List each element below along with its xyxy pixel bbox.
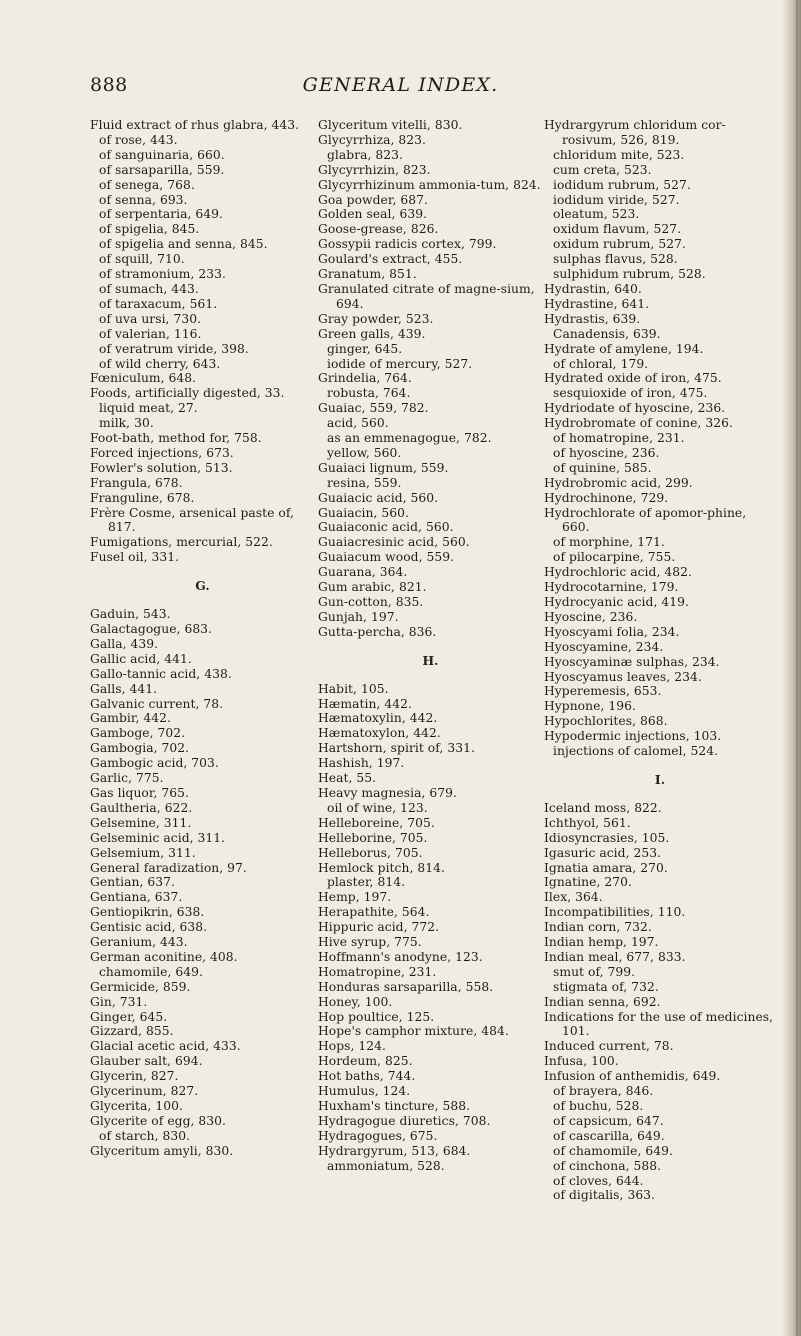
index-subentry: of quinine, 585. <box>553 460 652 475</box>
index-entry: Herapathite, 564. <box>318 905 430 920</box>
index-subentry: cum creta, 523. <box>553 162 652 177</box>
index-entry: Gray powder, 523. <box>318 311 434 326</box>
index-subentry: of valerian, 116. <box>99 326 202 341</box>
index-subentry: of chamomile, 649. <box>553 1143 673 1158</box>
index-entry: Indications for the use of medicines, 101. <box>544 1009 774 1039</box>
index-entry: Hydrocotarnine, 179. <box>544 580 679 595</box>
index-entry: Glyceritum amyli, 830. <box>90 1143 234 1158</box>
index-subentry: oxidum rubrum, 527. <box>553 237 686 252</box>
index-entry: Hydrochinone, 729. <box>544 490 669 505</box>
page-number: 888 <box>90 74 128 96</box>
index-entry: Hoffmann's anodyne, 123. <box>318 949 483 964</box>
index-entry: Glycerinum, 827. <box>90 1084 199 1099</box>
index-entry: Gaduin, 543. <box>90 607 171 622</box>
index-entry: Galvanic current, 78. <box>90 696 224 711</box>
index-subentry: of cascarilla, 649. <box>553 1128 665 1143</box>
index-subentry: oleatum, 523. <box>553 207 640 222</box>
index-entry: Goulard's extract, 455. <box>318 252 463 267</box>
index-entry: Humulus, 124. <box>318 1084 411 1099</box>
index-subentry: chloridum mite, 523. <box>553 147 685 162</box>
index-entry: Indian senna, 692. <box>544 994 661 1009</box>
index-entry: Helleboreine, 705. <box>318 815 435 830</box>
index-entry: Hypnone, 196. <box>544 699 636 714</box>
index-entry: Gelseminic acid, 311. <box>90 830 226 845</box>
index-entry: Ichthyol, 561. <box>544 815 631 830</box>
index-subentry: liquid meat, 27. <box>99 401 198 416</box>
index-entry: Hive syrup, 775. <box>318 935 422 950</box>
index-entry: Hot baths, 744. <box>318 1069 416 1084</box>
index-entry: Hashish, 197. <box>318 756 405 771</box>
index-entry: Guaiaconic acid, 560. <box>318 520 454 535</box>
index-entry: Gambogia, 702. <box>90 741 190 756</box>
index-subentry: of senna, 693. <box>99 192 188 207</box>
index-entry: Guaiac, 559, 782. <box>318 401 429 416</box>
index-entry: Germicide, 859. <box>90 979 191 994</box>
index-entry: Induced current, 78. <box>544 1039 674 1054</box>
index-column-2 <box>318 118 543 1174</box>
index-entry: Gambogic acid, 703. <box>90 756 219 771</box>
index-entry: Hartshorn, spirit of, 331. <box>318 741 475 756</box>
index-entry: Hydrargyrum, 513, 684. <box>318 1143 471 1158</box>
index-entry: Geranium, 443. <box>90 935 188 950</box>
index-entry: Infusion of anthemidis, 649. <box>544 1069 721 1084</box>
index-entry: Ginger, 645. <box>90 1009 168 1024</box>
index-entry: Hydrobromic acid, 299. <box>544 475 693 490</box>
index-entry: Gentisic acid, 638. <box>90 920 208 935</box>
index-entry: Glycyrrhizinum ammonia-tum, 824. <box>318 177 541 192</box>
index-entry: Gentian, 637. <box>90 875 175 890</box>
index-subentry: oxidum flavum, 527. <box>553 222 682 237</box>
index-entry: Hordeum, 825. <box>318 1054 413 1069</box>
index-entry: Idiosyncrasies, 105. <box>544 830 670 845</box>
index-subentry: of morphine, 171. <box>553 535 665 550</box>
index-entry: Hydriodate of hyoscine, 236. <box>544 401 726 416</box>
index-subentry: iodidum viride, 527. <box>553 192 680 207</box>
index-subentry: oil of wine, 123. <box>327 800 428 815</box>
index-entry: Fusel oil, 331. <box>90 550 180 565</box>
index-entry: Honey, 100. <box>318 994 393 1009</box>
index-entry: Huxham's tincture, 588. <box>318 1099 471 1113</box>
index-entry: Hydrate of amylene, 194. <box>544 341 704 356</box>
index-subentry: glabra, 823. <box>327 147 404 162</box>
index-entry: Granatum, 851. <box>318 267 417 282</box>
index-entry: Hyoscine, 236. <box>544 609 638 624</box>
index-entry: Hyoscyaminæ sulphas, 234. <box>544 654 720 669</box>
index-entry: Foods, artificially digested, 33. <box>90 386 285 401</box>
index-entry: Hydrochlorate of apomor-phine, 660. <box>544 505 747 535</box>
index-subentry: of stramonium, 233. <box>99 267 226 282</box>
index-subentry: smut of, 799. <box>553 964 636 979</box>
index-entry: Glyceritum vitelli, 830. <box>318 118 463 132</box>
index-entry: Honduras sarsaparilla, 558. <box>318 979 494 994</box>
index-entry: Gin, 731. <box>90 994 148 1009</box>
index-subentry: of cinchona, 588. <box>553 1158 662 1173</box>
index-entry: Gizzard, 855. <box>90 1024 174 1039</box>
index-entry: Gallo-tannic acid, 438. <box>90 666 232 681</box>
index-entry: Gum arabic, 821. <box>318 580 427 595</box>
index-subentry: of sarsaparilla, 559. <box>99 162 225 177</box>
index-entry: Galla, 439. <box>90 636 159 651</box>
index-entry: Homatropine, 231. <box>318 964 437 979</box>
index-entry: Hyoscyamine, 234. <box>544 639 664 654</box>
index-entry: Goa powder, 687. <box>318 192 428 207</box>
index-entry: Gambir, 442. <box>90 711 171 726</box>
index-entry: Heat, 55. <box>318 771 377 786</box>
running-title: GENERAL INDEX. <box>302 74 499 96</box>
index-subentry: of serpentaria, 649. <box>99 207 224 222</box>
index-entry: Iceland moss, 822. <box>544 800 662 815</box>
index-entry: Guaiacin, 560. <box>318 505 409 520</box>
index-entry: Hops, 124. <box>318 1039 387 1054</box>
index-entry: Gelsemium, 311. <box>90 845 196 860</box>
index-subentry: of rose, 443. <box>99 132 178 147</box>
section-letter: I. <box>654 771 666 787</box>
index-entry: Hæmatoxylon, 442. <box>318 726 441 741</box>
index-entry: Guaiacresinic acid, 560. <box>318 535 470 550</box>
index-entry: Hop poultice, 125. <box>318 1009 435 1024</box>
index-entry: Gallic acid, 441. <box>90 651 192 666</box>
index-entry: Hydrated oxide of iron, 475. <box>544 371 722 386</box>
index-entry: Hemlock pitch, 814. <box>318 860 445 875</box>
index-entry: Forced injections, 673. <box>90 445 234 460</box>
index-entry: Incompatibilities, 110. <box>544 905 686 920</box>
index-entry: Hydrochloric acid, 482. <box>544 565 692 580</box>
index-entry: Glycyrrhizin, 823. <box>318 162 431 177</box>
index-subentry: chamomile, 649. <box>99 964 203 979</box>
index-subentry: resina, 559. <box>327 475 402 490</box>
index-entry: Hydrocyanic acid, 419. <box>544 595 689 609</box>
index-entry: Glycyrrhiza, 823. <box>318 132 427 147</box>
index-subentry: of starch, 830. <box>99 1128 191 1143</box>
index-subentry: of brayera, 846. <box>553 1084 654 1099</box>
index-entry: Glycerita, 100. <box>90 1099 183 1113</box>
index-entry: Infusa, 100. <box>544 1054 619 1069</box>
index-subentry: of taraxacum, 561. <box>99 296 218 311</box>
index-entry: Guaiacum wood, 559. <box>318 550 455 565</box>
index-entry: Gas liquor, 765. <box>90 785 189 800</box>
index-entry: Indian corn, 732. <box>544 920 652 935</box>
index-subentry: Canadensis, 639. <box>553 326 661 341</box>
index-subentry: of senega, 768. <box>99 177 195 192</box>
index-subentry: of chloral, 179. <box>553 356 649 371</box>
index-entry: Foot-bath, method for, 758. <box>90 431 262 446</box>
index-entry: Hyperemesis, 653. <box>544 684 662 699</box>
index-subentry: of squill, 710. <box>99 252 185 267</box>
index-subentry: stigmata of, 732. <box>553 979 659 994</box>
index-entry: Hippuric acid, 772. <box>318 920 440 935</box>
index-entry: Fowler's solution, 513. <box>90 460 233 475</box>
index-entry: Grindelia, 764. <box>318 371 412 386</box>
index-entry: Frère Cosme, arsenical paste of, 817. <box>90 505 295 535</box>
index-subentry: of digitalis, 363. <box>553 1188 656 1203</box>
index-subentry: iodidum rubrum, 527. <box>553 177 691 192</box>
index-subentry: of uva ursi, 730. <box>99 311 202 326</box>
index-entry: Fœniculum, 648. <box>90 371 197 386</box>
index-entry: Guaiaci lignum, 559. <box>318 460 449 475</box>
index-entry: Hyoscyami folia, 234. <box>544 624 680 639</box>
index-entry: Glycerite of egg, 830. <box>90 1113 226 1128</box>
index-subentry: of spigelia and senna, 845. <box>99 237 268 252</box>
index-entry: Hydrastin, 640. <box>544 281 642 296</box>
index-entry: Franguline, 678. <box>90 490 195 505</box>
index-entry: Hypochlorites, 868. <box>544 714 668 729</box>
index-entry: Gutta-percha, 836. <box>318 624 437 639</box>
section-letter: G. <box>195 578 210 594</box>
index-subentry: acid, 560. <box>327 416 389 431</box>
index-subentry: ginger, 645. <box>327 341 403 356</box>
index-entry: Gun-cotton, 835. <box>318 595 424 609</box>
index-entry: Hydrargyrum chloridum cor-rosivum, 526, 819. <box>544 118 726 147</box>
index-entry: Heavy magnesia, 679. <box>318 785 457 800</box>
index-subentry: iodide of mercury, 527. <box>327 356 473 371</box>
index-entry: Igasuric acid, 253. <box>544 845 662 860</box>
index-entry: Hæmatoxylin, 442. <box>318 711 438 726</box>
index-entry: Hemp, 197. <box>318 890 392 905</box>
index-entry: Granulated citrate of magne-sium, 694. <box>318 281 535 311</box>
index-column-1 <box>90 118 315 1159</box>
index-entry: Hydragogue diuretics, 708. <box>318 1113 491 1128</box>
index-entry: Garlic, 775. <box>90 771 164 786</box>
index-entry: Guarana, 364. <box>318 565 408 580</box>
index-subentry: as an emmenagogue, 782. <box>327 431 492 446</box>
index-entry: Hydrastis, 639. <box>544 311 641 326</box>
index-subentry: milk, 30. <box>99 416 154 431</box>
index-entry: Gaultheria, 622. <box>90 800 193 815</box>
index-entry: Helleborine, 705. <box>318 830 428 845</box>
index-entry: Golden seal, 639. <box>318 207 428 222</box>
index-entry: Helleborus, 705. <box>318 845 423 860</box>
index-entry: Galactagogue, 683. <box>90 622 213 636</box>
index-subentry: sulphidum rubrum, 528. <box>553 267 706 282</box>
page-edge-shadow <box>783 0 801 1336</box>
index-entry: Hydrobromate of conine, 326. <box>544 416 733 431</box>
index-entry: Goose-grease, 826. <box>318 222 439 237</box>
page-header <box>0 74 801 98</box>
index-entry: Hypodermic injections, 103. <box>544 729 722 744</box>
index-entry: Frangula, 678. <box>90 475 183 490</box>
index-subentry: of veratrum viride, 398. <box>99 341 249 356</box>
index-subentry: ammoniatum, 528. <box>327 1158 445 1173</box>
index-subentry: robusta, 764. <box>327 386 411 401</box>
index-entry: Indian hemp, 197. <box>544 935 659 950</box>
index-subentry: of homatropine, 231. <box>553 431 685 446</box>
index-subentry: injections of calomel, 524. <box>553 744 719 759</box>
index-entry: Hyoscyamus leaves, 234. <box>544 669 702 684</box>
index-subentry: of wild cherry, 643. <box>99 356 221 371</box>
index-subentry: of pilocarpine, 755. <box>553 550 676 565</box>
index-entry: Gentiopikrin, 638. <box>90 905 205 920</box>
index-entry: Fumigations, mercurial, 522. <box>90 535 273 550</box>
index-entry: Ilex, 364. <box>544 890 603 905</box>
index-entry: General faradization, 97. <box>90 860 247 875</box>
index-entry: Indian meal, 677, 833. <box>544 949 686 964</box>
index-entry: Hæmatin, 442. <box>318 696 412 711</box>
index-subentry: sesquioxide of iron, 475. <box>553 386 708 401</box>
index-subentry: of hyoscine, 236. <box>553 445 660 460</box>
page-edge-line <box>796 0 798 1336</box>
section-letter: H. <box>422 652 439 668</box>
index-subentry: of spigelia, 845. <box>99 222 200 237</box>
index-subentry: of cloves, 644. <box>553 1173 644 1188</box>
index-entry: Ignatia amara, 270. <box>544 860 668 875</box>
index-entry: Ignatine, 270. <box>544 875 632 890</box>
index-column-3 <box>544 118 776 1203</box>
index-entry: Gossypii radicis cortex, 799. <box>318 237 497 252</box>
index-entry: Gentiana, 637. <box>90 890 183 905</box>
index-entry: Gunjah, 197. <box>318 609 399 624</box>
index-entry: Habit, 105. <box>318 681 389 696</box>
index-entry: Gamboge, 702. <box>90 726 186 741</box>
index-entry: Hydragogues, 675. <box>318 1128 438 1143</box>
index-entry: Glycerin, 827. <box>90 1069 179 1084</box>
index-entry: Hope's camphor mixture, 484. <box>318 1024 509 1039</box>
index-entry: Galls, 441. <box>90 681 158 696</box>
index-entry: Green galls, 439. <box>318 326 426 341</box>
index-entry: Glauber salt, 694. <box>90 1054 203 1069</box>
index-entry: German aconitine, 408. <box>90 949 238 964</box>
index-subentry: of capsicum, 647. <box>553 1113 664 1128</box>
index-entry: Fluid extract of rhus glabra, 443. <box>90 118 300 132</box>
index-subentry: yellow, 560. <box>327 445 402 460</box>
index-entry: Hydrastine, 641. <box>544 296 650 311</box>
index-subentry: sulphas flavus, 528. <box>553 252 678 267</box>
index-subentry: of sumach, 443. <box>99 281 199 296</box>
index-subentry: of sanguinaria, 660. <box>99 147 225 162</box>
index-subentry: of buchu, 528. <box>553 1099 644 1113</box>
index-entry: Gelsemine, 311. <box>90 815 192 830</box>
index-entry: Guaiacic acid, 560. <box>318 490 439 505</box>
index-entry: Glacial acetic acid, 433. <box>90 1039 241 1054</box>
index-subentry: plaster, 814. <box>327 875 406 890</box>
